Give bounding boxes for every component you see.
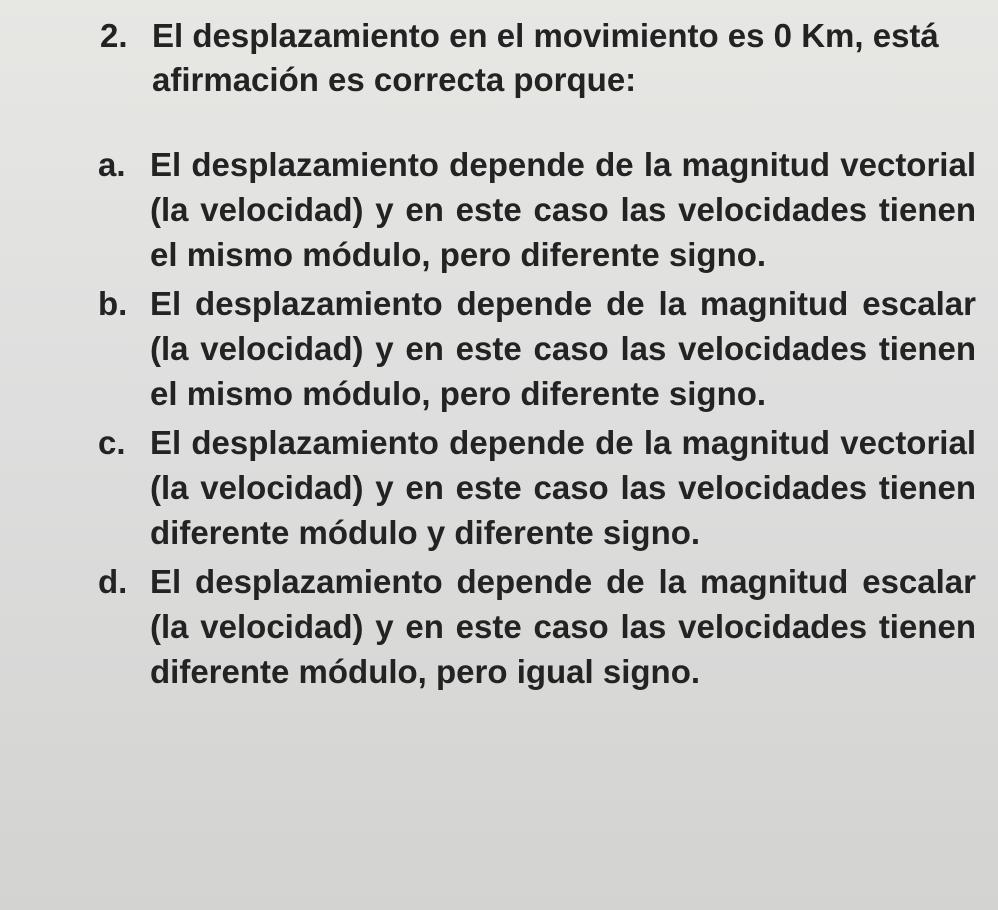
question-number: 2. bbox=[100, 17, 128, 54]
option-text: El desplazamiento depende de la magnitud vectorial (la velocidad) y en este caso las velocidades tienen diferente módulo y diferente signo. bbox=[150, 424, 976, 551]
option-a[interactable] bbox=[100, 142, 980, 277]
option-text: El desplazamiento depende de la magnitud escalar (la velocidad) y en este caso las velocidades tienen el mismo módulo, pero diferente signo. bbox=[150, 285, 976, 412]
question-2 bbox=[100, 14, 980, 102]
option-letter: c. bbox=[98, 424, 126, 461]
option-d[interactable] bbox=[100, 559, 980, 694]
answer-options bbox=[100, 142, 980, 694]
option-letter: a. bbox=[98, 146, 126, 183]
option-letter: d. bbox=[98, 563, 128, 600]
question-text: El desplazamiento en el movimiento es 0 Km, está afirmación es correcta porque: bbox=[152, 17, 939, 98]
option-b[interactable] bbox=[100, 281, 980, 416]
option-text: El desplazamiento depende de la magnitud vectorial (la velocidad) y en este caso las velocidades tienen el mismo módulo, pero diferente signo. bbox=[150, 146, 976, 273]
option-c[interactable] bbox=[100, 420, 980, 555]
option-text: El desplazamiento depende de la magnitud escalar (la velocidad) y en este caso las velocidades tienen diferente módulo, pero igual signo. bbox=[150, 563, 976, 690]
option-letter: b. bbox=[98, 285, 128, 322]
